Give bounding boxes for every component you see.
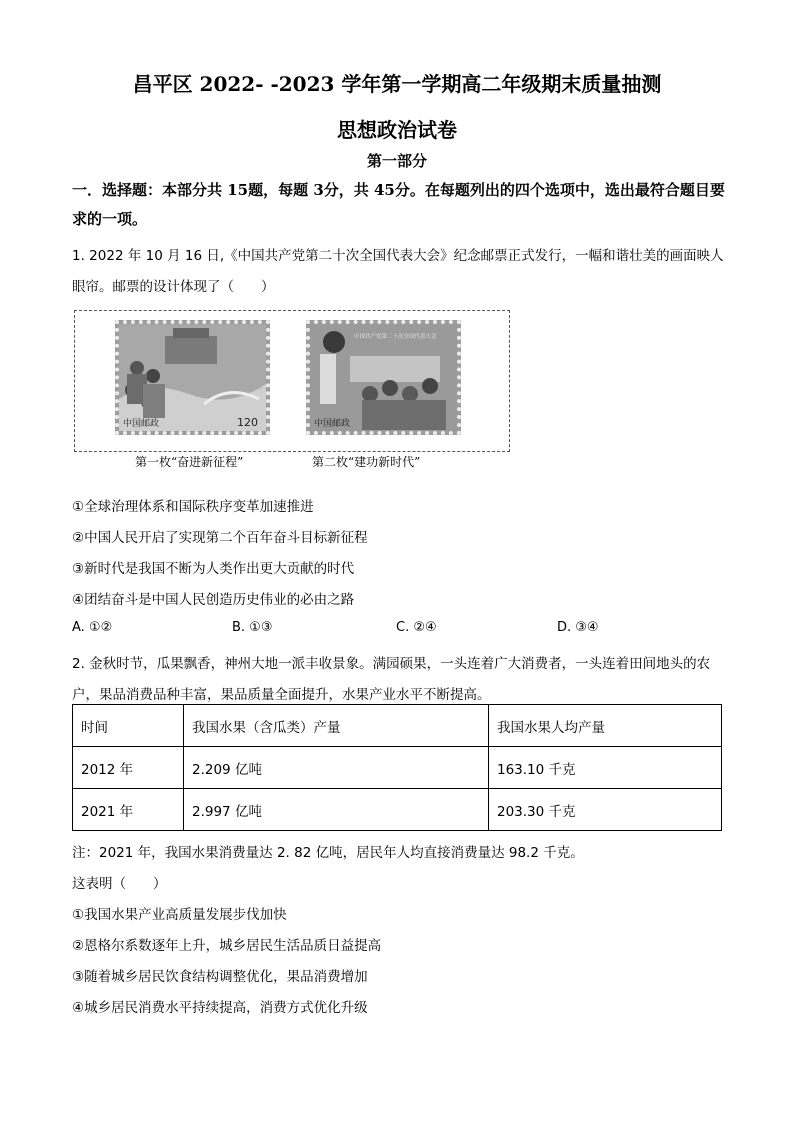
q1-stem-line1: 1. 2022 年 10 月 16 日,《中国共产党第二十次全国代表大会》纪念邮票正式发行，一幅和谐壮美的画面映人 bbox=[72, 248, 724, 264]
part-heading: 第一部分 bbox=[366, 152, 427, 170]
table-cell: 163.10 千克 bbox=[489, 747, 722, 789]
q2-choice-2: ②恩格尔系数逐年上升，城乡居民生活品质日益提高 bbox=[72, 938, 382, 954]
q2-choice-3: ③随着城乡居民饮食结构调整优化，果品消费增加 bbox=[72, 969, 368, 985]
table-row bbox=[73, 747, 722, 789]
table-row bbox=[73, 789, 722, 831]
section-heading: 一．选择题：本部分共 15题，每题 3分，共 45分。在每题列出的四个选项中，选出最符合题目要求的一项。 bbox=[72, 181, 725, 228]
q2-prompt: 这表明（ ） bbox=[72, 876, 167, 892]
stamp1-country-label: 中国邮政 bbox=[123, 419, 160, 429]
exam-title: 昌平区 2022- -2023 学年第一学期高二年级期末质量抽测 bbox=[132, 72, 662, 96]
stamp2-illustration bbox=[310, 324, 457, 431]
stamp2-caption: 第二枚“建功新时代” bbox=[312, 455, 421, 469]
exam-subject: 思想政治试卷 bbox=[337, 118, 457, 142]
table-cell: 2.209 亿吨 bbox=[184, 747, 489, 789]
q2-choice-4: ④城乡居民消费水平持续提高，消费方式优化升级 bbox=[72, 1000, 368, 1016]
stamp1-caption: 第一枚“奋进新征程” bbox=[135, 455, 244, 469]
stamp-image-2 bbox=[306, 320, 461, 435]
q1-stem-line2: 眼帘。邮票的设计体现了（ ） bbox=[72, 279, 275, 295]
table-cell: 2021 年 bbox=[73, 789, 184, 831]
table-header-cell: 时间 bbox=[73, 705, 184, 747]
table-cell: 2.997 亿吨 bbox=[184, 789, 489, 831]
stamp-figure bbox=[74, 310, 510, 469]
stamp-image-1 bbox=[115, 320, 270, 435]
table-cell: 2012 年 bbox=[73, 747, 184, 789]
q1-option-c[interactable]: C. ②④ bbox=[396, 620, 437, 635]
q2-choice-1: ①我国水果产业高质量发展步伐加快 bbox=[72, 907, 287, 923]
q1-choice-1: ①全球治理体系和国际秩序变革加速推进 bbox=[72, 499, 314, 515]
stamp2-header-label: 中国共产党第二十次全国代表大会 bbox=[354, 334, 437, 340]
table-header-cell: 我国水果人均产量 bbox=[489, 705, 722, 747]
q1-choice-2: ②中国人民开启了实现第二个百年奋斗目标新征程 bbox=[72, 530, 368, 546]
q1-option-a[interactable]: A. ①② bbox=[72, 620, 113, 635]
fruit-production-table bbox=[72, 704, 722, 831]
table-cell: 203.30 千克 bbox=[489, 789, 722, 831]
table-header-cell: 我国水果（含瓜类）产量 bbox=[184, 705, 489, 747]
q2-stem-line2: 户，果品消费品种丰富，果品质量全面提升，水果产业水平不断提高。 bbox=[72, 687, 491, 703]
stamp1-illustration bbox=[119, 324, 266, 431]
q1-option-d[interactable]: D. ③④ bbox=[557, 620, 599, 635]
stamp1-value-label: 120 bbox=[237, 416, 258, 429]
q1-choice-3: ③新时代是我国不断为人类作出更大贡献的时代 bbox=[72, 561, 355, 577]
q1-choice-4: ④团结奋斗是中国人民创造历史伟业的必由之路 bbox=[72, 592, 355, 608]
q1-option-b[interactable]: B. ①③ bbox=[232, 620, 273, 635]
stamp2-country-label: 中国邮政 bbox=[314, 419, 351, 429]
q2-stem-line1: 2. 金秋时节，瓜果飘香，神州大地一派丰收景象。满园硕果，一头连着广大消费者，一头连着田间地头的农 bbox=[72, 656, 711, 672]
table-header-row bbox=[73, 705, 722, 747]
q2-note: 注：2021 年，我国水果消费量达 2. 82 亿吨，居民年人均直接消费量达 98.2 千克。 bbox=[72, 845, 584, 861]
